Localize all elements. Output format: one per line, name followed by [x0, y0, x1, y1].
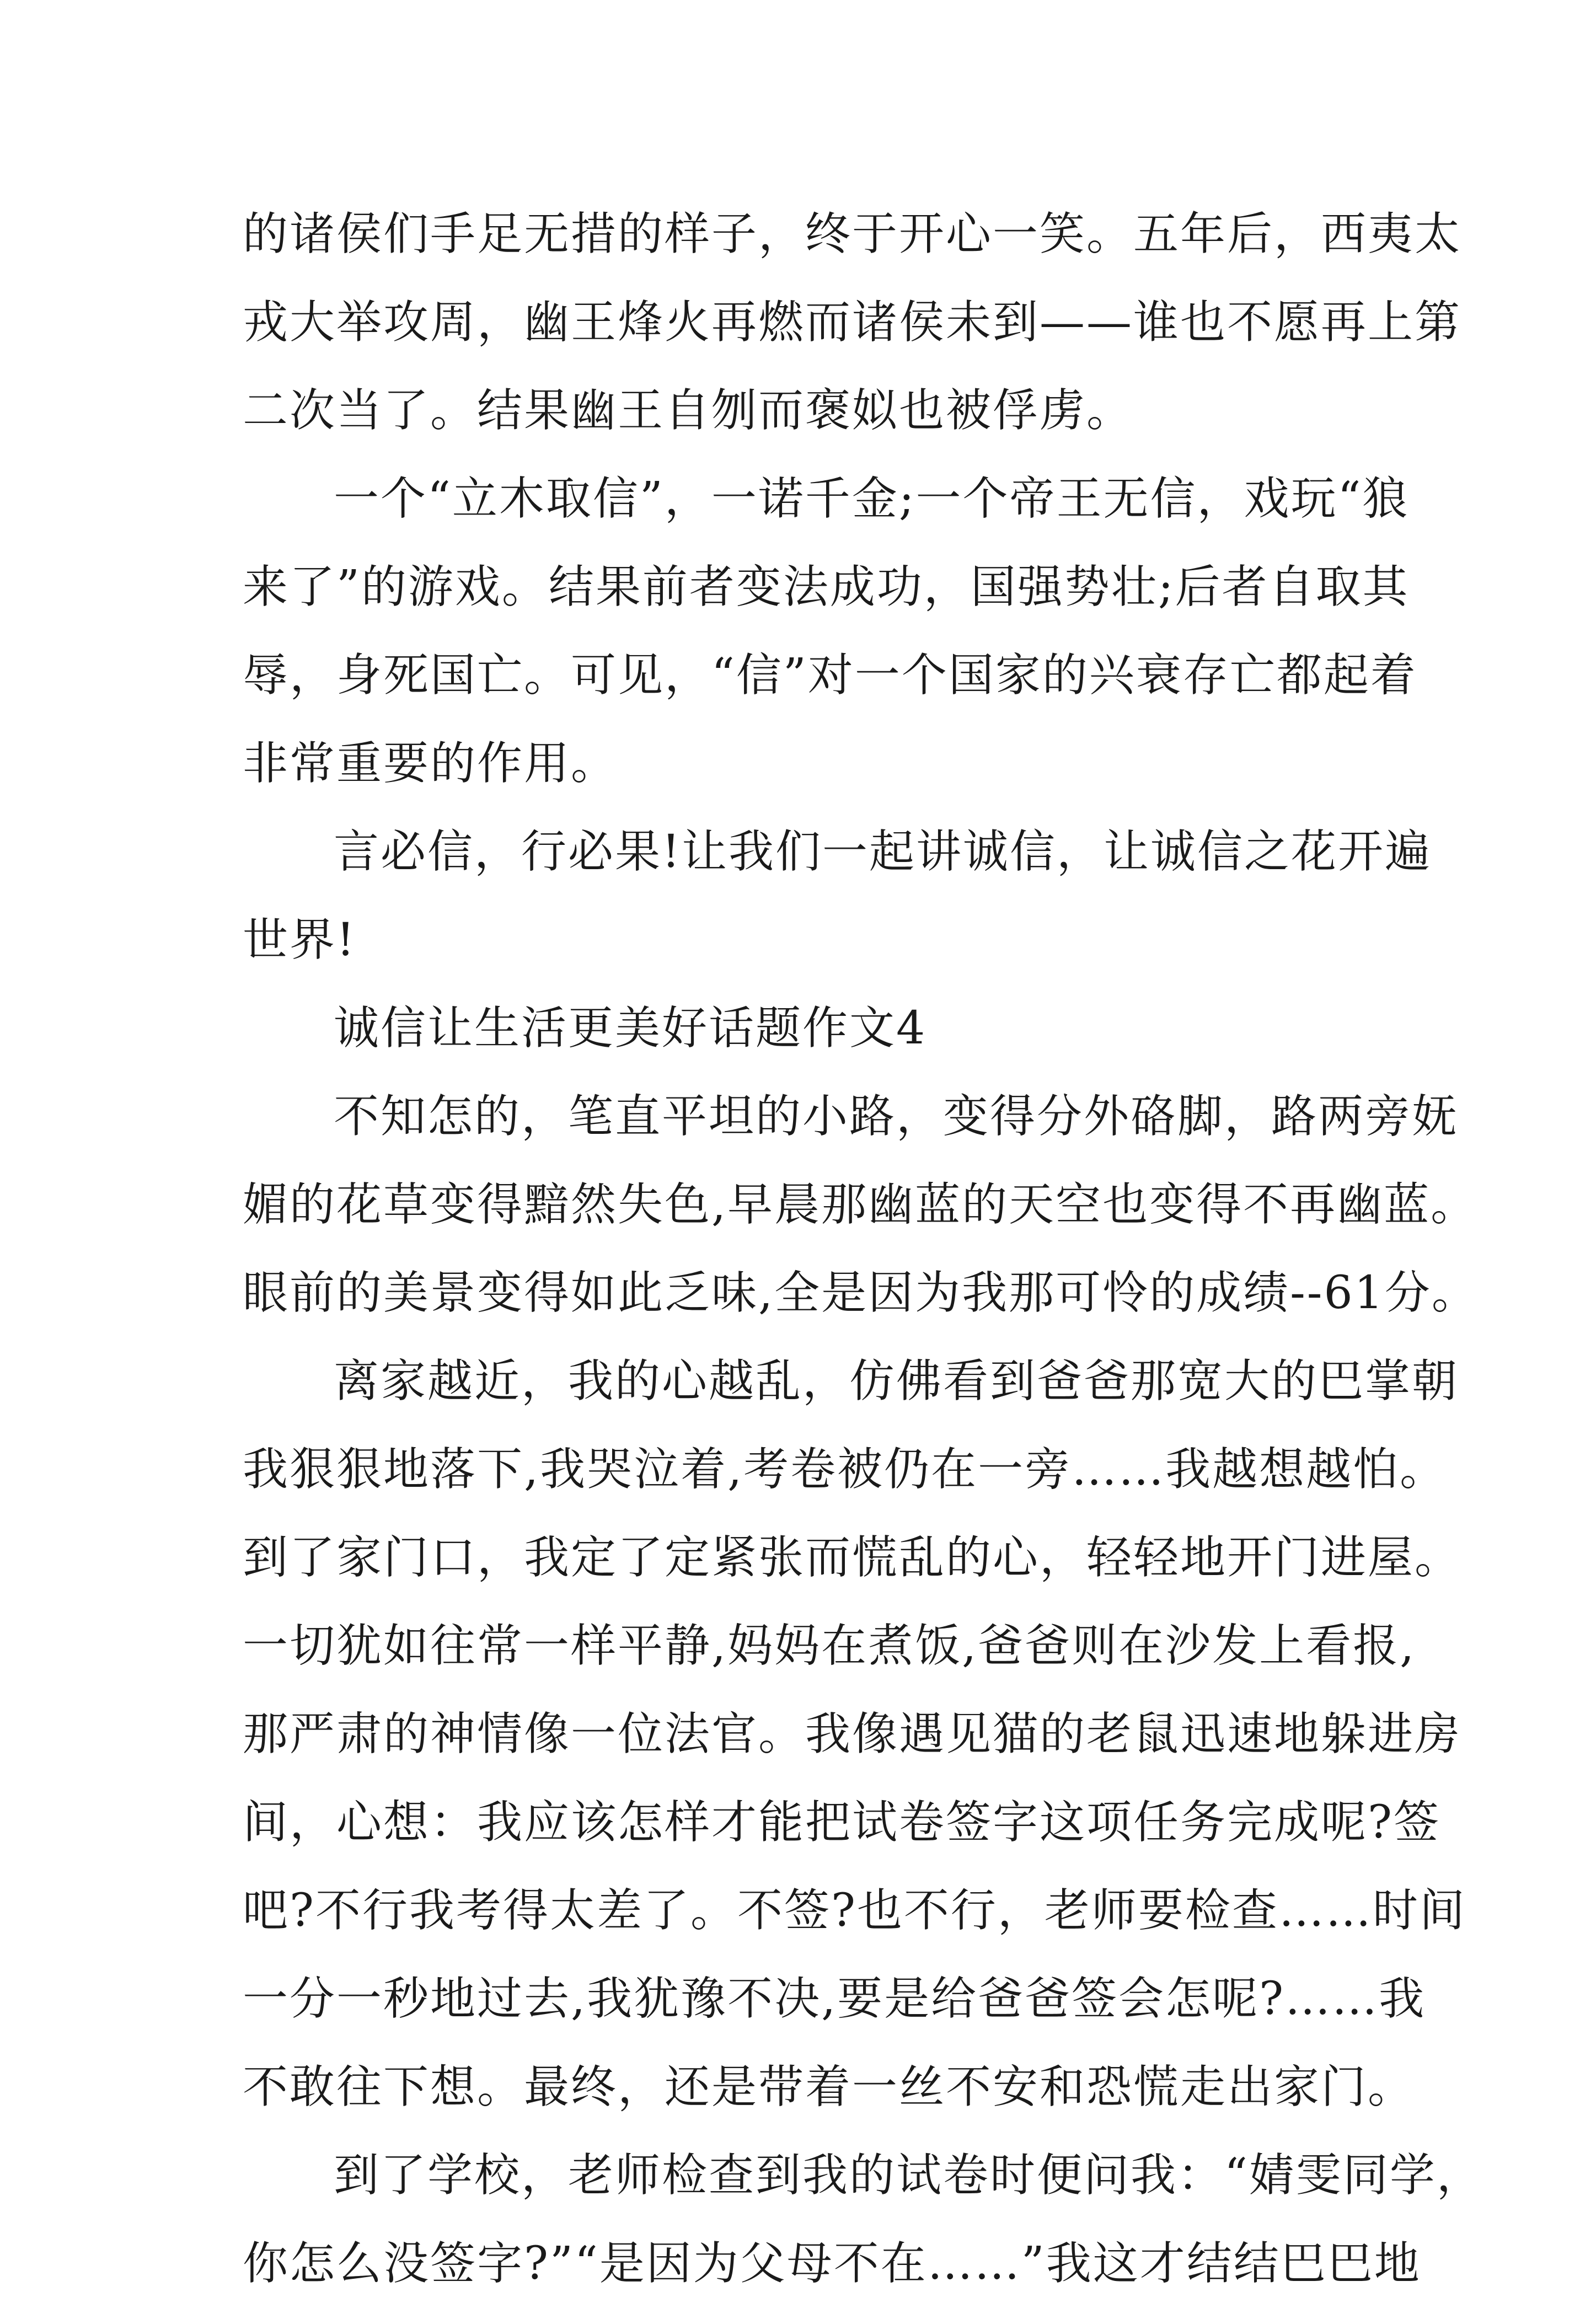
text-line: 吧?不行我考得太差了。不签?也不行，老师要检查……时间	[243, 1884, 1466, 1937]
text-line: 辱，身死国亡。可见，“信”对一个国家的兴衰存亡都起着	[243, 649, 1417, 701]
text-line: 那严肃的神情像一位法官。我像遇见猫的老鼠迅速地躲进房	[243, 1708, 1462, 1760]
text-line: 一分一秒地过去,我犹豫不决,要是给爸爸签会怎呢?……我	[243, 1973, 1426, 2025]
text-line: 眼前的美景变得如此乏味,全是因为我那可怜的成绩--61分。	[243, 1267, 1479, 1319]
text-line: 非常重要的作用。	[243, 737, 618, 790]
text-line: 媚的花草变得黯然失色,早晨那幽蓝的天空也变得不再幽蓝。	[243, 1179, 1478, 1231]
text-line: 来了”的游戏。结果前者变法成功，国强势壮;后者自取其	[243, 561, 1410, 613]
paragraph-first-line: 一个“立木取信”，一诺千金;一个帝王无信，戏玩“狼	[334, 473, 1410, 525]
paragraph-first-line: 不知怎的，笔直平坦的小路，变得分外硌脚，路两旁妩	[334, 1090, 1459, 1143]
paragraph-first-line: 到了学校，老师检查到我的试卷时便问我：“婧雯同学，	[334, 2149, 1483, 2202]
text-line: 到了家门口，我定了定紧张而慌乱的心，轻轻地开门进屋。	[243, 1531, 1462, 1584]
paragraph-first-line: 离家越近，我的心越乱，仿佛看到爸爸那宽大的巴掌朝	[334, 1355, 1459, 1407]
text-line: 世界!	[243, 914, 356, 966]
paragraph-first-line: 言必信，行必果!让我们一起讲诚信，让诚信之花开遍	[334, 826, 1432, 878]
text-line: 不敢往下想。最终，还是带着一丝不安和恐慌走出家门。	[243, 2061, 1415, 2113]
text-line: 二次当了。结果幽王自刎而褒姒也被俘虏。	[243, 384, 1134, 437]
text-line: 一切犹如往常一样平静,妈妈在煮饭,爸爸则在沙发上看报,	[243, 1620, 1416, 1672]
text-line: 我狠狠地落下,我哭泣着,考卷被仍在一旁……我越想越怕。	[243, 1443, 1447, 1496]
section-heading: 诚信让生活更美好话题作文4	[334, 1002, 927, 1054]
text-line: 你怎么没签字?”“是因为父母不在……”我这才结结巴巴地	[243, 2237, 1421, 2290]
text-line: 的诸侯们手足无措的样子，终于开心一笑。五年后，西夷太	[243, 208, 1462, 260]
text-line: 戎大举攻周，幽王烽火再燃而诸侯未到——谁也不愿再上第	[243, 296, 1462, 349]
text-line: 间，心想：我应该怎样才能把试卷签字这项任务完成呢?签	[243, 1796, 1440, 1849]
